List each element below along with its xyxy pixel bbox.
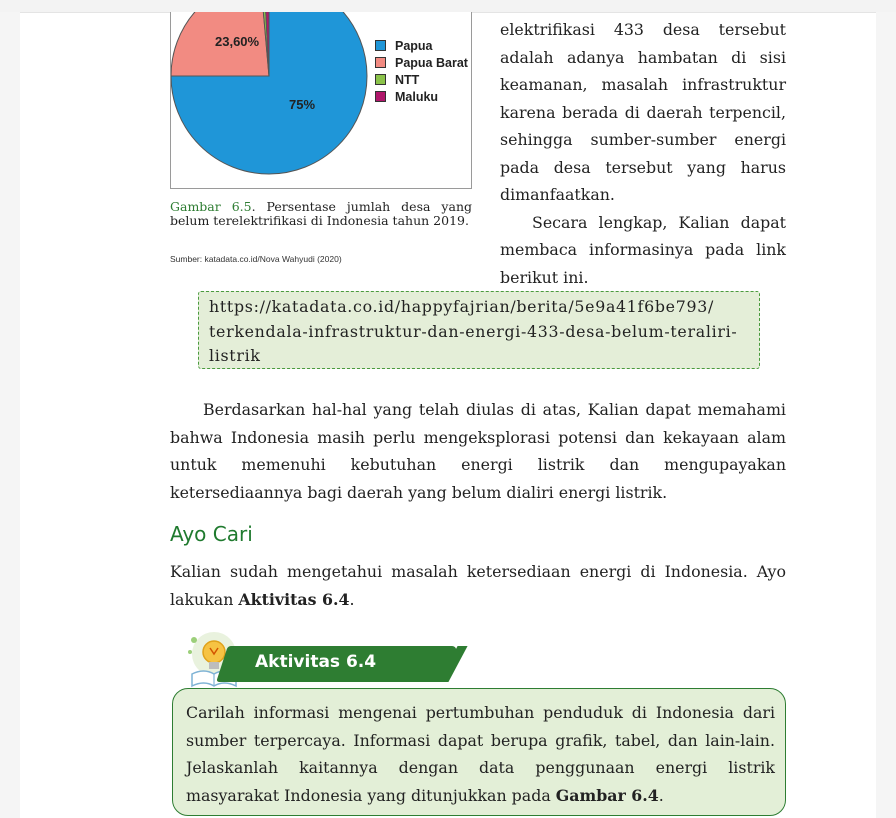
legend-swatch [375, 57, 386, 68]
activity-label: Aktivitas 6.4 [255, 652, 377, 672]
figure-number: Gambar 6.5 [170, 199, 252, 214]
legend-item-maluku: Maluku [375, 88, 468, 105]
link-box[interactable] [198, 291, 760, 369]
link-line-2[interactable]: terkendala-infrastruktur-dan-energi-433-desa-belum-teraliri- [209, 321, 738, 341]
activity-box: Carilah informasi mengenai pertumbuhan penduduk di Indonesia dari sumber terpercaya. Informasi dapat berupa grafik, tabel, dan lain-lain. Jelaskanlah kaitannya dengan data penggunaan energi listrik masyarakat Indonesia yang ditunjukkan pada Gambar 6.4. [172, 688, 786, 816]
body-paragraph: Berdasarkan hal-hal yang telah diulas di atas, Kalian dapat memahami bahwa Indonesia masih perlu mengeksplorasi potensi dan kekayaan alam untuk memenuhi kebutuhan energi listrik dan mengupayakan ketersediaannya bagi daerah yang belum dialiri energi listrik. [170, 400, 786, 502]
legend-swatch [375, 91, 386, 102]
right-margin [876, 12, 896, 818]
right-paragraph-1: elektrifikasi 433 desa tersebut adalah adanya hambatan di sisi keamanan, masalah infrastruktur karena berada di daerah terpencil, sehingga sumber-sumber energi pada desa tersebut yang harus dimanfaatkan. [500, 20, 786, 204]
legend-item-ntt: NTT [375, 71, 468, 88]
pie-chart [170, 12, 472, 189]
figure-caption [170, 200, 472, 228]
chart-legend [375, 37, 468, 105]
link-line-3[interactable]: listrik [209, 346, 261, 365]
slice-label-papua: 75% [289, 97, 316, 112]
figure-source: Sumber: katadata.co.id/Nova Wahyudi (2020) [170, 254, 342, 264]
legend-item-papua-barat: Papua Barat [375, 54, 468, 71]
legend-swatch [375, 40, 386, 51]
left-margin [0, 12, 20, 818]
section-intro: Kalian sudah mengetahui masalah ketersediaan energi di Indonesia. Ayo lakukan Aktivitas 6.4. [170, 562, 786, 609]
figure-caption-text: . Persentase jumlah desa yang belum terelektrifikasi di Indonesia tahun 2019. [170, 199, 472, 228]
legend-swatch [375, 74, 386, 85]
right-column [500, 16, 786, 291]
legend-item-papua: Papua [375, 37, 468, 54]
right-paragraph-2: Secara lengkap, Kalian dapat membaca informasinya pada link berikut ini. [500, 212, 786, 287]
link-line-1[interactable]: https://katadata.co.id/happyfajrian/berita/5e9a41f6be793/ [209, 297, 714, 316]
activity-banner [180, 626, 780, 692]
slice-label-papua-barat: 23,60% [215, 34, 260, 49]
section-heading: Ayo Cari [170, 522, 253, 546]
